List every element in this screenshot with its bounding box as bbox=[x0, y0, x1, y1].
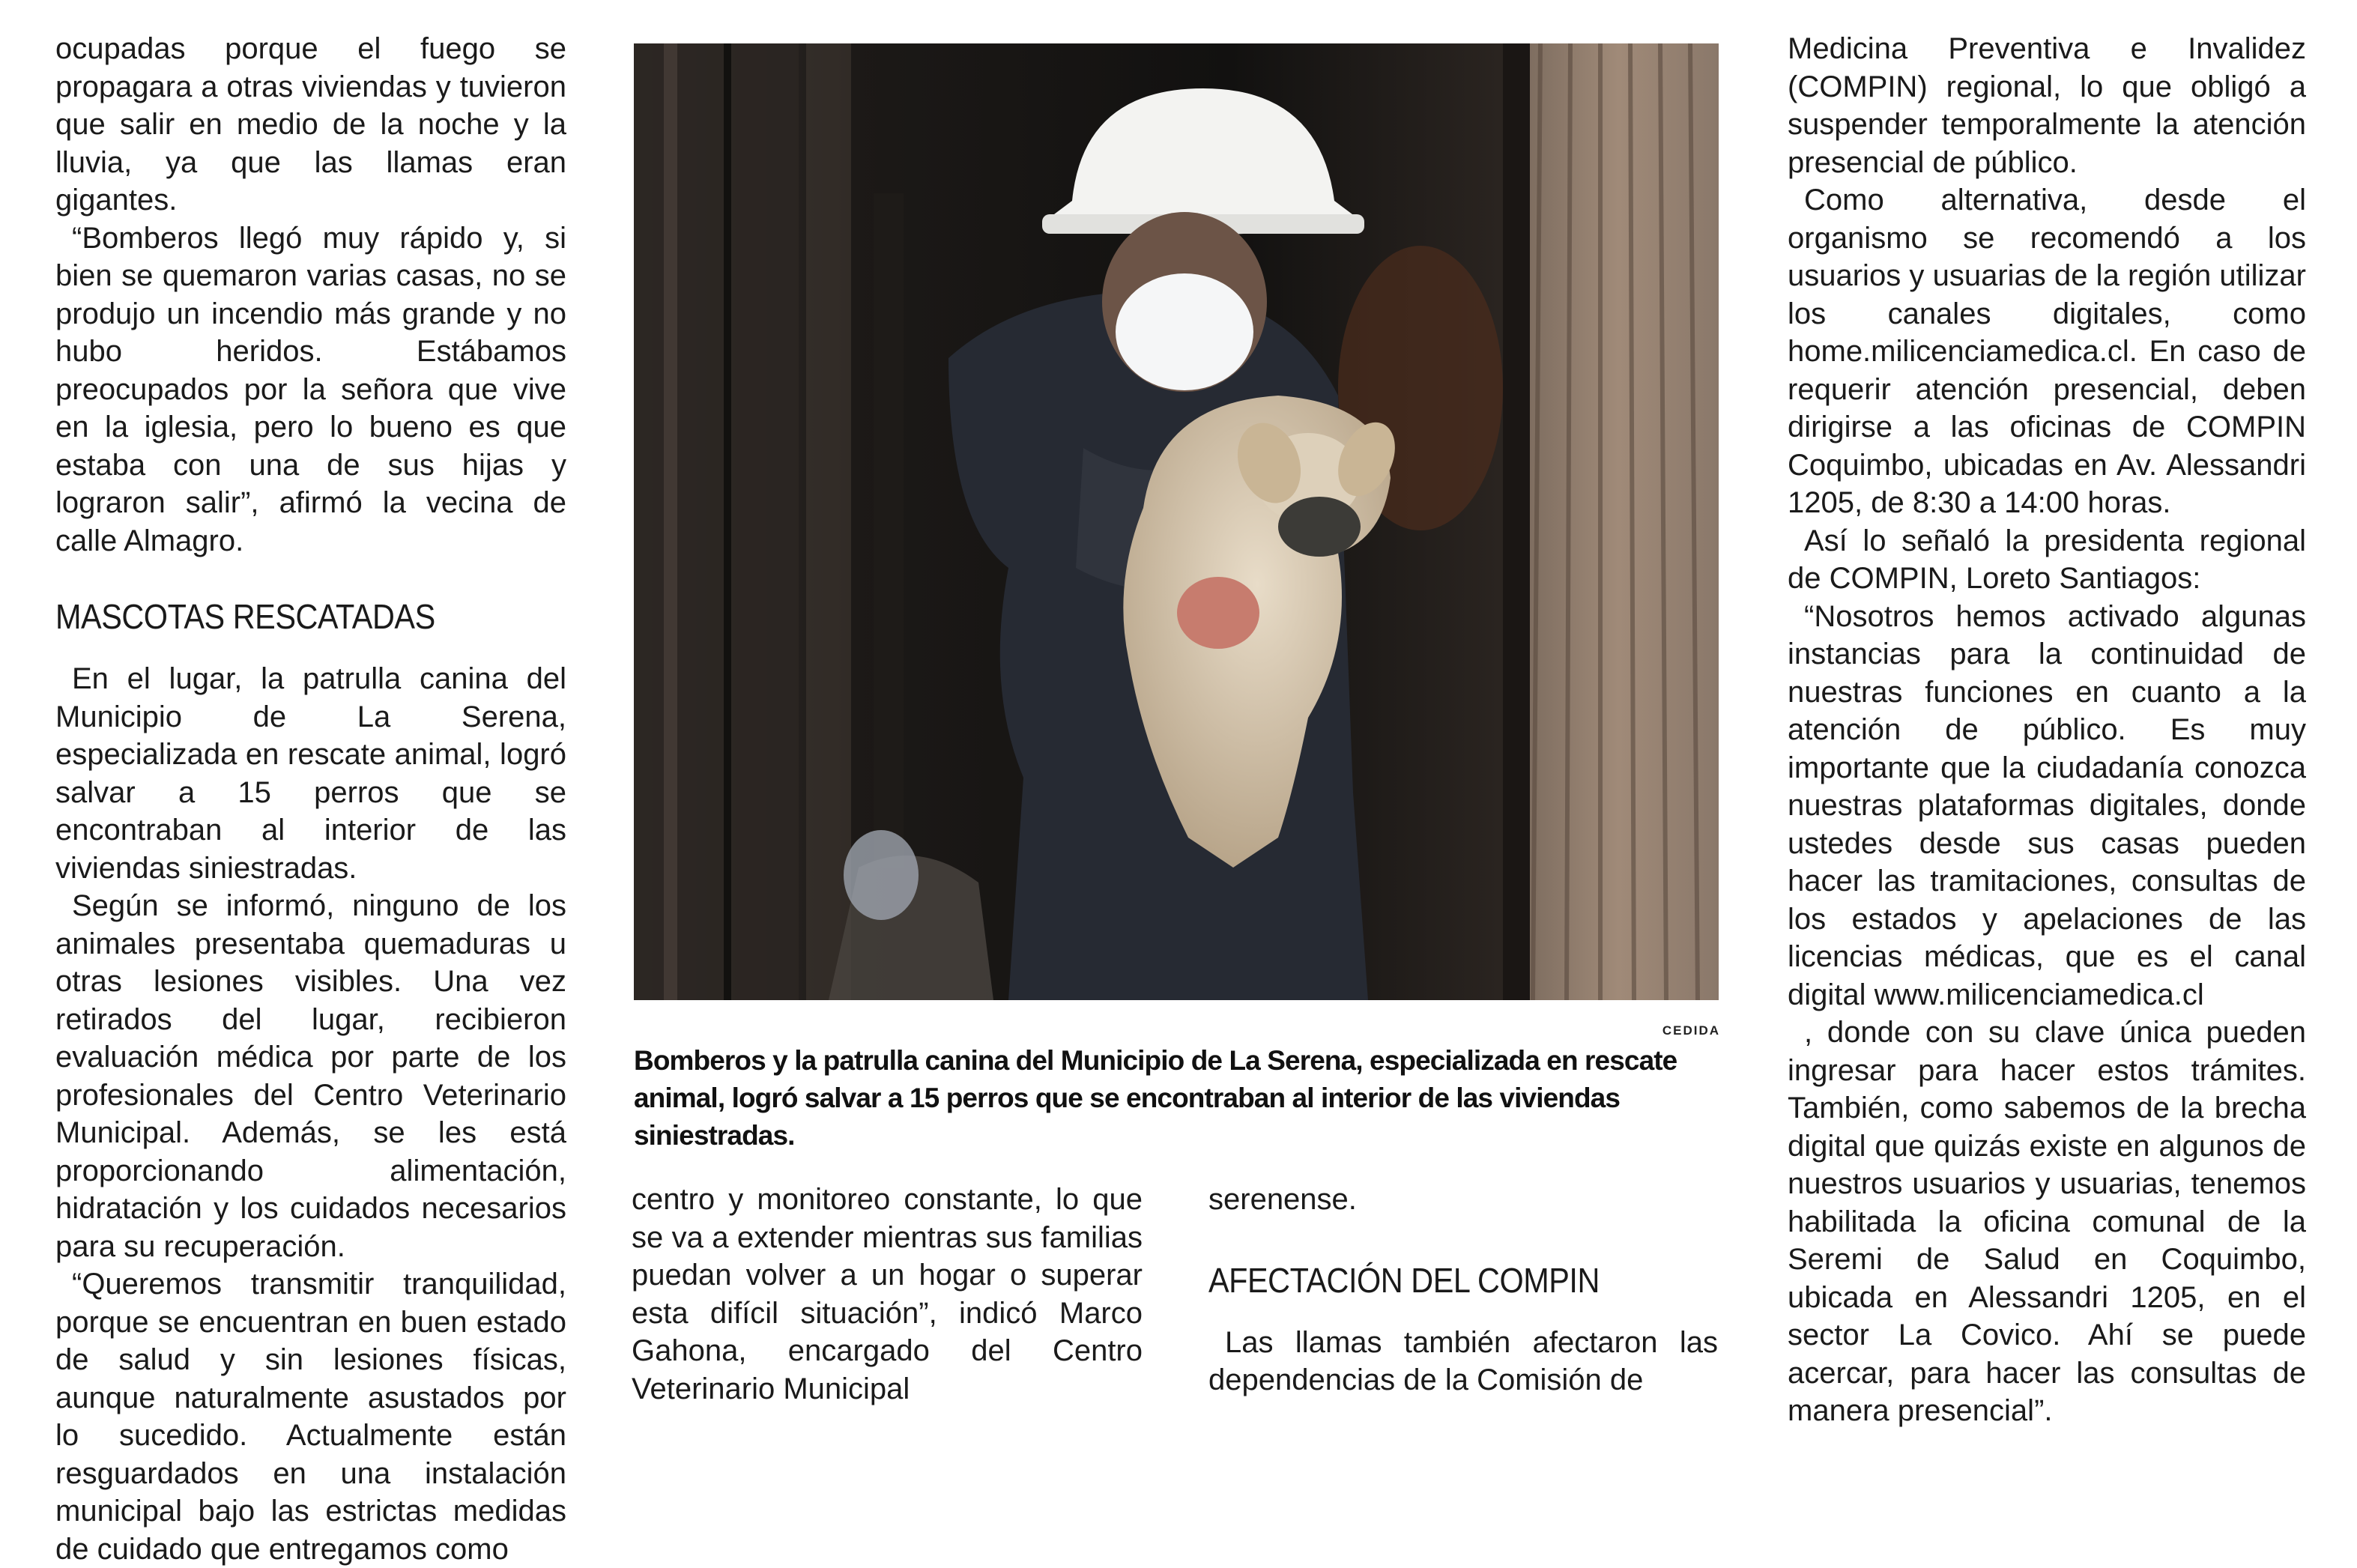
paragraph: serenense. bbox=[1208, 1183, 1357, 1216]
section-heading-mascotas: MASCOTAS RESCATADAS bbox=[55, 597, 435, 636]
paragraph: ocupadas porque el fuego se propagara a otras viviendas y tuvieron que salir en medio de la noche y la lluvia, ya que las llamas eran gigantes. bbox=[55, 32, 566, 217]
article-column-3 bbox=[1208, 1181, 1718, 1399]
paragraph: “Nosotros hemos activado algunas instancias para la continuidad de nuestras funciones en cuanto a la atención de público. Es muy importante que la ciudadanía conozca nuestras plataformas digitales, donde ustedes desde sus casas pueden hacer las tramitaciones, consultas de los estados y apelaciones de las licencias médicas, que es el canal digital www.milicenciamedica.cl bbox=[1788, 599, 2306, 1011]
paragraph: , donde con su clave única pueden ingresar para hacer estos trámites. También, como sabemos de la brecha digital que quizás existe en algunos de nuestros usuarios y usuarias, tenemos habilitada la oficina comunal de la Seremi de Salud en Coquimbo, ubicada en Alessandri 1205, en el sector La Covico. Ahí se puede acercar, para hacer las consultas de manera presencial”. bbox=[1788, 1016, 2306, 1427]
paragraph: Las llamas también afectaron las dependencias de la Comisión de bbox=[1208, 1325, 1718, 1396]
section-heading-compin: AFECTACIÓN DEL COMPIN bbox=[1208, 1260, 1600, 1300]
paragraph: Como alternativa, desde el organismo se recomendó a los usuarios y usuarias de la región utilizar los canales digitales, como home.milicenciamedica.cl. En caso de requerir atención presencial, deben dirigirse a las oficinas de COMPIN Coquimbo, ubicadas en Av. Alessandri 1205, de 8:30 a 14:00 horas. bbox=[1788, 184, 2306, 519]
paragraph: En el lugar, la patrulla canina del Municipio de La Serena, especializada en rescate animal, logró salvar a 15 perros que se encontraban al interior de las viviendas siniestradas. bbox=[55, 662, 566, 885]
paragraph: Medicina Preventiva e Invalidez (COMPIN) regional, lo que obligó a suspender temporalmente la atención presencial de público. bbox=[1788, 32, 2306, 179]
paragraph: Según se informó, ninguno de los animales presentaba quemaduras u otras lesiones visibles. Una vez retirados del lugar, recibieron evaluación médica por parte de los profesionales del Centro Veterinario Municipal. Además, se les está proporcionando alimentación, hidratación y los cuidados necesarios para su recuperación. bbox=[55, 889, 566, 1263]
paragraph: Así lo señaló la presidenta regional de COMPIN, Loreto Santiagos: bbox=[1788, 524, 2306, 595]
article-column-1 bbox=[55, 30, 566, 1568]
article-column-4 bbox=[1788, 30, 2306, 1430]
paragraph: “Bomberos llegó muy rápido y, si bien se quemaron varias casas, no se produjo un incendio más grande y no hubo heridos. Estábamos preocupados por la señora que vive en la iglesia, pero lo bueno es que estaba con una de sus hijas y lograron salir”, afirmó la vecina de calle Almagro. bbox=[55, 221, 566, 557]
photo-caption: Bomberos y la patrulla canina del Municipio de La Serena, especializada en rescate animal, logró salvar a 15 perros que se encontraban al interior de las viviendas siniestradas. bbox=[634, 1045, 1677, 1151]
article-column-2 bbox=[632, 1181, 1143, 1408]
news-photo bbox=[634, 43, 1719, 1000]
paragraph: “Queremos transmitir tranquilidad, porque se encuentran en buen estado de salud y sin lesiones físicas, aunque naturalmente asustados por lo sucedido. Actualmente están resguardados en una instalación municipal bajo las estrictas medidas de cuidado que entregamos como bbox=[55, 1268, 566, 1566]
paragraph: centro y monitoreo constante, lo que se va a extender mientras sus familias puedan volver a un hogar o superar esta difícil situación”, indicó Marco Gahona, encargado del Centro Veterinario Municipal bbox=[632, 1183, 1143, 1405]
photo-credit: CEDIDA bbox=[1662, 1023, 1720, 1038]
rescue-photo-illustration bbox=[634, 43, 1719, 1000]
